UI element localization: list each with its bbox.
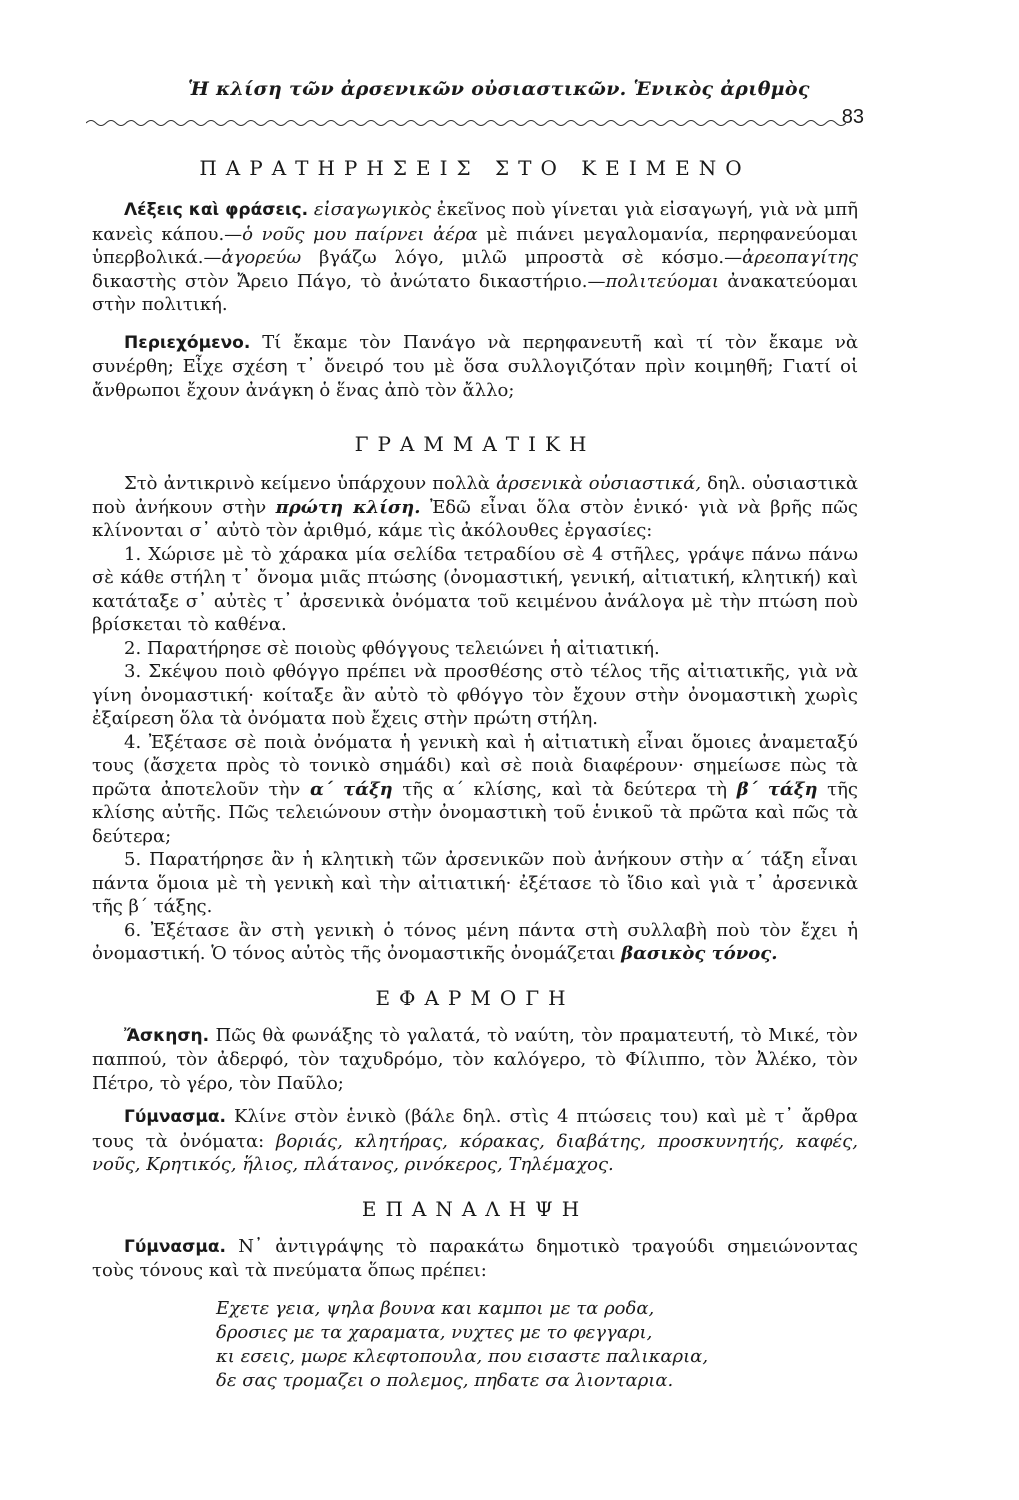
wavy-rule bbox=[86, 116, 846, 130]
exercise-item-5: 5. Παρατήρησε ἂν ἡ κλητικὴ τῶν ἀρσενικῶν ποὺ ἀνήκουν στὴν α΄ τάξη εἶναι πάντα ὅμοια μὲ τὴ γενικὴ καὶ τὴν αἰτιατική· ἐξέτασε τὸ ἴδιο καὶ γιὰ τ᾽ ἀρσενικὰ τῆς β΄ τάξης. bbox=[92, 849, 858, 917]
exercise-paragraph: Ἄσκηση. Πῶς θὰ φωνάξης τὸ γαλατά, τὸ ναύτη, τὸν πραματευτή, τὸ Μικέ, τὸν παππού, τὸν ἀδερφό, τὸν ταχυδρόμο, τὸν καλόγερο, τὸ Φίλιππο, τὸν Ἀλέκο, τὸν Πέτρο, τὸ γέρο, τὸν Παῦλο; bbox=[92, 1024, 858, 1094]
song-line: δροσιες με τα χαραματα, νυχτες με το φεγγαρι, bbox=[216, 1321, 653, 1343]
exercise-item-6: 6. Ἐξέτασε ἂν στὴ γενικὴ ὁ τόνος μένη πάντα στὴ συλλαβὴ ποὺ τὸν ἔχει ἡ ὀνομαστική. Ὁ τόνος αὐτὸς τῆς ὀνομαστικῆς ὀνομάζεται βασικὸς τόνος. bbox=[92, 919, 858, 964]
running-header bbox=[92, 72, 864, 128]
exercise-item-2: 2. Παρατήρησε σὲ ποιοὺς φθόγγους τελειώνει ἡ αἰτιατική. bbox=[124, 637, 660, 659]
drill-label: Γύμνασμα. bbox=[124, 1107, 226, 1127]
section-heading-observations: ΠΑΡΑΤΗΡΗΣΕΙΣ ΣΤΟ ΚΕΙΜΕΝΟ bbox=[199, 156, 751, 180]
content-paragraph: Περιεχόμενο. Τί ἔκαμε τὸν Πανάγο νὰ περηφανευτῆ καὶ τί τὸν ἔκαμε νὰ συνέρθη; Εἶχε σχέση τ᾽ ὄνειρό του μὲ ὅσα συλλογιζόταν πρὶν κοιμηθῆ; Γιατί οἱ ἄνθρωποι ἔχουν ἀνάγκη ὁ ἕνας ἀπὸ τὸν ἄλλο; bbox=[92, 331, 858, 401]
section-heading-grammar: ΓΡΑΜΜΑΤΙΚΗ bbox=[354, 432, 596, 456]
vocabulary-label: Λέξεις καὶ φράσεις. bbox=[124, 200, 309, 220]
exercise-item-1: 1. Χώρισε μὲ τὸ χάρακα μία σελίδα τετραδίου σὲ 4 στῆλες, γράψε πάνω πάνω σὲ κάθε στήλη τ᾽ ὄνομα μιᾶς πτώσης (ὀνομαστική, γενική, αἰτιατική, κλητική) καὶ κατάταξε σ᾽ αὐτὲς τ᾽ ἀρσενικὰ ὀνόματα τοῦ κειμένου ἀνάλογα μὲ τὴν πτώση ποὺ βρίσκεται τὸ καθένα. bbox=[92, 543, 858, 635]
grammar-intro: Στὸ ἀντικρινὸ κείμενο ὑπάρχουν πολλὰ ἀρσενικὰ οὐσιαστικά, δηλ. οὐσιαστικὰ ποὺ ἀνήκουν στὴν πρώτη κλίση. Ἐδῶ εἶναι ὅλα στὸν ἑνικό· γιὰ νὰ βρῆς πῶς κλίνονται σ᾽ αὐτὸ τὸν ἀριθμό, κάμε τὶς ἀκόλουθες ἐργασίες: bbox=[92, 473, 858, 541]
exercise-item-3: 3. Σκέψου ποιὸ φθόγγο πρέπει νὰ προσθέσης στὸ τέλος τῆς αἰτιατικῆς, γιὰ νὰ γίνη ὀνομαστική· κοίταξε ἂν αὐτὸ τὸ φθόγγο τὸν ἔχουν στὴν ὀνομαστικὴ χωρὶς ἐξαίρεση ὅλα τὰ ὀνόματα ποὺ ἔχεις στὴν πρώτη στήλη. bbox=[92, 661, 858, 729]
section-heading-application: ΕΦΑΡΜΟΓΗ bbox=[375, 985, 575, 1010]
page bbox=[92, 72, 864, 1393]
review-drill-label: Γύμνασμα. bbox=[124, 1236, 226, 1257]
review-drill-paragraph: Γύμνασμα. Ν᾽ ἀντιγράψης τὸ παρακάτω δημοτικὸ τραγούδι σημειώνοντας τοὺς τόνους καὶ τὰ πνεύματα ὅπως πρέπει: bbox=[92, 1235, 858, 1281]
exercise-label: Ἄσκηση. bbox=[124, 1025, 210, 1046]
song-line: Εχετε γεια, ψηλα βουνα και καμποι με τα ροδα, bbox=[216, 1297, 655, 1319]
song-line: δε σας τρομαζει ο πολεμος, πηδατε σα λιονταρια. bbox=[216, 1369, 674, 1391]
page-number: 83 bbox=[841, 106, 864, 128]
song-line: κι εσεις, μωρε κλεφτοπουλα, που εισαστε παλικαρια, bbox=[216, 1345, 709, 1367]
exercise-item-4: 4. Ἐξέτασε σὲ ποιὰ ὀνόματα ἡ γενικὴ καὶ ἡ αἰτιατικὴ εἶναι ὅμοιες ἀναμεταξύ τους (ἄσχετα πρὸς τὸ τονικὸ σημάδι) καὶ σὲ ποιὰ διαφέρουν· σημείωσε πὼς τὰ πρῶτα ἀποτελοῦν τὴν α΄ τάξη τῆς α΄ κλίσης, καὶ τὰ δεύτερα τὴ β΄ τάξη τῆς κλίσης αὐτῆς. Πῶς τελειώνουν στὴν ὀνομαστικὴ τοῦ ἑνικοῦ τὰ πρῶτα καὶ πῶς τὰ δεύτερα; bbox=[92, 731, 858, 847]
content-label: Περιεχόμενο. bbox=[124, 332, 251, 353]
running-title: Ἡ κλίση τῶν ἀρσενικῶν οὐσιαστικῶν. Ἑνικὸς ἀριθμὸς bbox=[188, 78, 810, 100]
folk-song bbox=[216, 1297, 858, 1393]
drill-paragraph: Γύμνασμα. Κλίνε στὸν ἑνικὸ (βάλε δηλ. στὶς 4 πτώσεις του) καὶ μὲ τ᾽ ἄρθρα τους τὰ ὀνόματα: βοριάς, κλητήρας, κόρακας, διαβάτης, προσκυνητής, καφές, νοῦς, Κρητικός, ἥλιος, πλάτανος, ρινόκερος, Τηλέμαχος. bbox=[92, 1106, 858, 1175]
vocabulary-paragraph: Λέξεις καὶ φράσεις. εἰσαγωγικὸς ἐκεῖνος ποὺ γίνεται γιὰ εἰσαγωγή, γιὰ νὰ μπῆ κανεὶς κάπου.—ὁ νοῦς μου παίρνει ἀέρα μὲ πιάνει μεγαλομανία, περηφανεύομαι ὑπερβολικά.—ἀγορεύω βγάζω λόγο, μιλῶ μπροστὰ σὲ κόσμο.—ἀρεοπαγίτης δικαστὴς στὸν Ἄρειο Πάγο, τὸ ἀνώτατο δικαστήριο.—πολιτεύομαι ἀνακατεύομαι στὴν πολιτική. bbox=[92, 199, 859, 315]
section-heading-review: ΕΠΑΝΑΛΗΨΗ bbox=[361, 1196, 589, 1221]
